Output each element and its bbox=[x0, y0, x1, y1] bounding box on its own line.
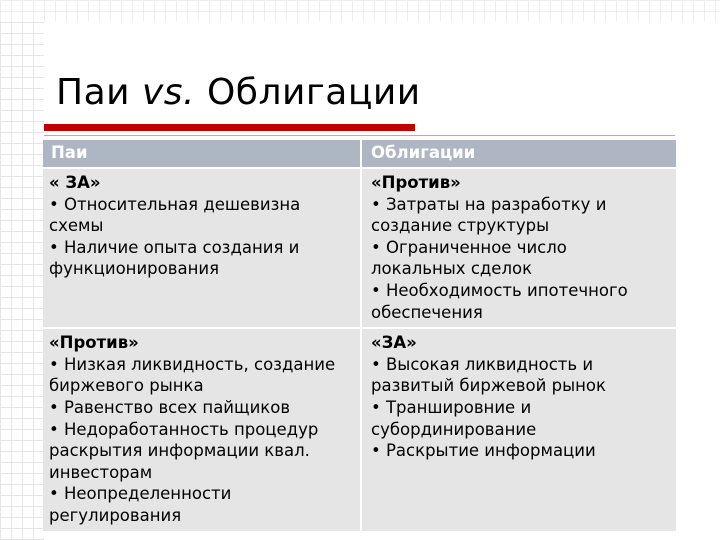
cell-line: субординирование bbox=[371, 419, 537, 439]
cell-line: • Относительная дешевизна bbox=[49, 194, 301, 214]
cell-line: • Равенство всех пайщиков bbox=[49, 397, 291, 417]
cell-line: функционирования bbox=[49, 259, 220, 279]
cell-line: • Неопределенности bbox=[49, 484, 232, 504]
cell-pai-pros bbox=[43, 168, 361, 328]
title-underline-rule bbox=[44, 135, 675, 136]
cell-line: регулирования bbox=[49, 505, 182, 525]
cell-line: биржевого рынка bbox=[49, 376, 204, 396]
cell-line: инвесторам bbox=[49, 462, 153, 482]
cell-line: • Низкая ликвидность, создание bbox=[49, 354, 336, 374]
header-bonds: Облигации bbox=[361, 140, 676, 168]
cell-heading: «ЗА» bbox=[371, 333, 417, 353]
table-header-row bbox=[43, 140, 676, 168]
cell-line: раскрытия информации квал. bbox=[49, 441, 310, 461]
cell-line: • Высокая ликвидность и bbox=[371, 354, 594, 374]
cell-bonds-pros bbox=[361, 328, 676, 531]
title-vs: vs. bbox=[141, 72, 195, 113]
cell-line: • Затраты на разработку и bbox=[371, 194, 607, 214]
title-main: Паи bbox=[56, 72, 131, 113]
comparison-table bbox=[43, 140, 676, 533]
cell-heading: « ЗА» bbox=[49, 173, 101, 192]
cell-line: • Необходимость ипотечного bbox=[371, 280, 628, 300]
cell-line: • Раскрытие информации bbox=[371, 441, 596, 461]
header-pai: Паи bbox=[43, 140, 361, 168]
cell-line: обеспечения bbox=[371, 302, 483, 322]
cell-line: создание структуры bbox=[371, 216, 550, 236]
title-accent-rule bbox=[44, 124, 415, 131]
cell-bonds-cons bbox=[361, 168, 676, 328]
cell-pai-cons bbox=[43, 328, 361, 531]
cell-line: схемы bbox=[49, 216, 104, 236]
cell-line: • Траншировние и bbox=[371, 397, 532, 417]
table-row bbox=[43, 328, 676, 531]
cell-line: • Недоработанность процедур bbox=[49, 419, 319, 439]
table-row bbox=[43, 168, 676, 328]
cell-line: развитый биржевой рынок bbox=[371, 376, 606, 396]
grid-background-left bbox=[0, 0, 44, 540]
slide-title bbox=[56, 72, 421, 113]
grid-background-top bbox=[0, 0, 720, 22]
cell-line: локальных сделок bbox=[371, 259, 533, 279]
cell-line: • Наличие опыта создания и bbox=[49, 237, 300, 257]
cell-heading: «Против» bbox=[371, 173, 461, 192]
title-rest: Облигации bbox=[206, 72, 421, 113]
cell-heading: «Против» bbox=[49, 333, 139, 353]
cell-line: • Ограниченное число bbox=[371, 237, 567, 257]
